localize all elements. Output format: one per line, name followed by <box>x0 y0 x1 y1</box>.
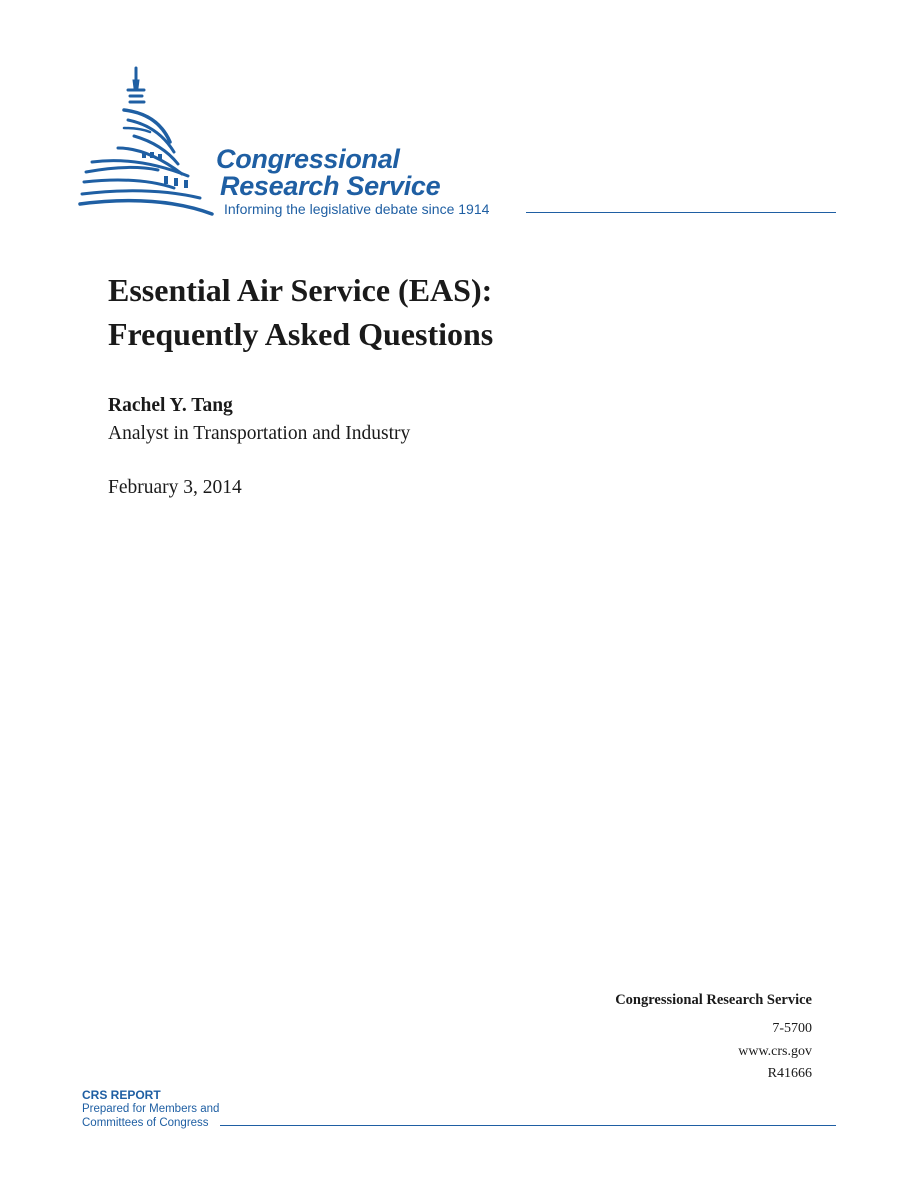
footer-divider <box>220 1125 836 1126</box>
report-meta <box>615 990 812 1086</box>
footer-block <box>82 1089 219 1130</box>
crs-logo-wordmark <box>216 146 440 200</box>
meta-report-number: R41666 <box>767 1066 812 1081</box>
author-block <box>108 393 410 448</box>
logo-title-line1: Congressional <box>216 144 400 174</box>
author-role: Analyst in Transportation and Industry <box>108 423 411 444</box>
meta-organization: Congressional Research Service <box>615 992 812 1008</box>
header-divider <box>526 212 836 213</box>
author-name: Rachel Y. Tang <box>108 395 233 416</box>
logo-title-line2: Research Service <box>220 171 441 201</box>
page-title <box>108 268 493 356</box>
logo-tagline: Informing the legislative debate since 1914 <box>224 201 490 217</box>
meta-website: www.crs.gov <box>738 1043 812 1059</box>
page-title-line1: Essential Air Service (EAS): <box>108 272 493 308</box>
footer-line1: Prepared for Members and <box>82 1103 220 1115</box>
publication-date: February 3, 2014 <box>108 477 242 498</box>
capitol-dome-icon <box>78 66 218 218</box>
page-title-line2: Frequently Asked Questions <box>108 316 494 352</box>
footer-line2: Committees of Congress <box>82 1117 209 1129</box>
meta-order-code: 7-5700 <box>772 1021 812 1036</box>
footer-badge: CRS REPORT <box>82 1088 161 1102</box>
